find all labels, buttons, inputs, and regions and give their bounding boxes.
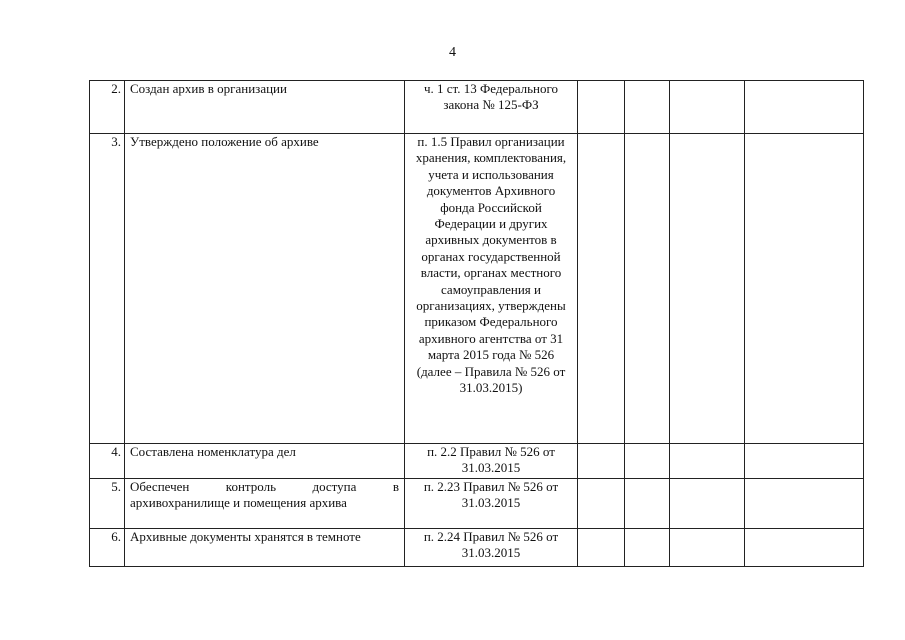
answer-cell-no: [625, 479, 670, 529]
answer-cell-na: [670, 529, 745, 567]
notes-cell: [745, 81, 864, 134]
requirement-text: Обеспечен контроль доступа в архивохранилище и помещения архива: [125, 479, 405, 529]
table-row: [90, 81, 864, 134]
row-number: 2.: [90, 81, 125, 134]
answer-cell-na: [670, 81, 745, 134]
legal-reference: п. 1.5 Правил организации хранения, комплектования, учета и использования документов Архивного фонда Российской Федерации и других архивных документов в органах государственной власти, органах местного самоуправления и организациях, утверждены приказом Федерального архивного агентства от 31 марта 2015 года № 526 (далее – Правила № 526 от 31.03.2015): [405, 134, 578, 444]
legal-reference: ч. 1 ст. 13 Федерального закона № 125-ФЗ: [405, 81, 578, 134]
notes-cell: [745, 479, 864, 529]
answer-cell-na: [670, 479, 745, 529]
answer-cell-yes: [578, 529, 625, 567]
answer-cell-no: [625, 444, 670, 479]
checklist-table: [89, 80, 864, 567]
page-number: 4: [449, 45, 456, 60]
requirement-text: Архивные документы хранятся в темноте: [125, 529, 405, 567]
requirement-text: Составлена номенклатура дел: [125, 444, 405, 479]
row-number: 5.: [90, 479, 125, 529]
answer-cell-na: [670, 134, 745, 444]
notes-cell: [745, 529, 864, 567]
answer-cell-na: [670, 444, 745, 479]
answer-cell-no: [625, 529, 670, 567]
table-row: [90, 444, 864, 479]
answer-cell-no: [625, 81, 670, 134]
requirement-text: Создан архив в организации: [125, 81, 405, 134]
requirement-text: Утверждено положение об архиве: [125, 134, 405, 444]
answer-cell-yes: [578, 479, 625, 529]
answer-cell-no: [625, 134, 670, 444]
legal-reference: п. 2.24 Правил № 526 от 31.03.2015: [405, 529, 578, 567]
legal-reference: п. 2.23 Правил № 526 от 31.03.2015: [405, 479, 578, 529]
table-row: [90, 479, 864, 529]
answer-cell-yes: [578, 444, 625, 479]
row-number: 3.: [90, 134, 125, 444]
legal-reference: п. 2.2 Правил № 526 от 31.03.2015: [405, 444, 578, 479]
table-row: [90, 134, 864, 444]
notes-cell: [745, 444, 864, 479]
row-number: 4.: [90, 444, 125, 479]
table-row: [90, 529, 864, 567]
notes-cell: [745, 134, 864, 444]
row-number: 6.: [90, 529, 125, 567]
answer-cell-yes: [578, 81, 625, 134]
answer-cell-yes: [578, 134, 625, 444]
